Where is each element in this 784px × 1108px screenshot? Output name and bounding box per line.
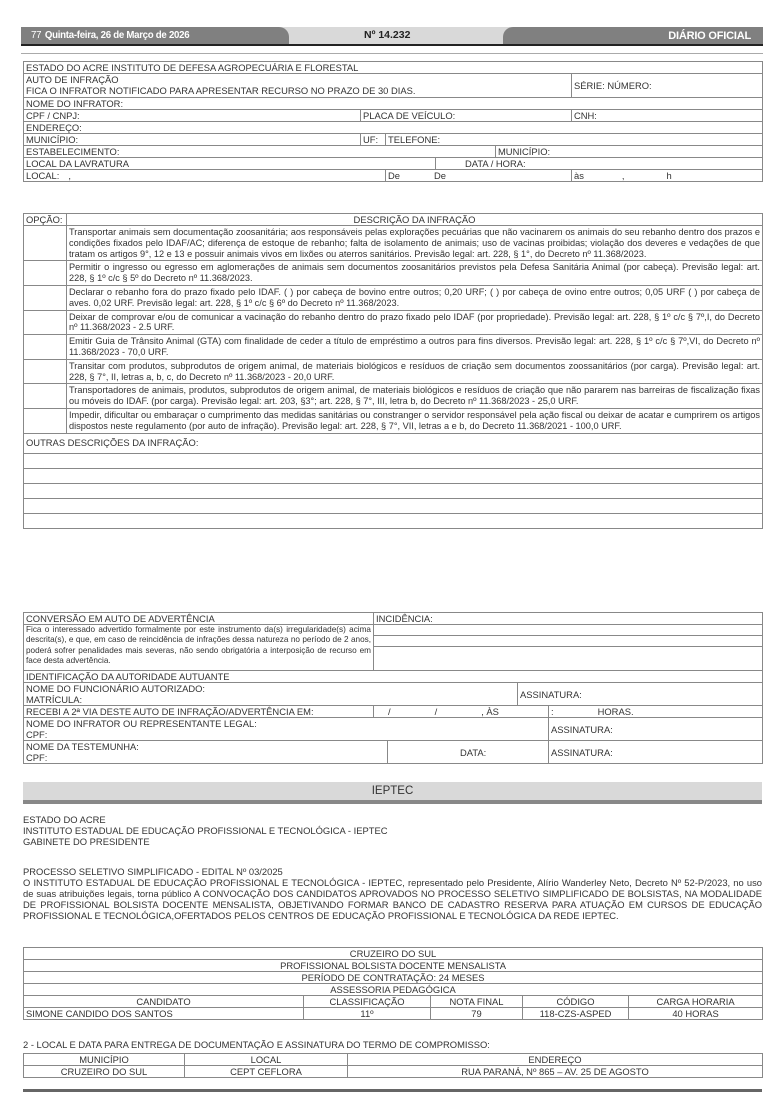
local-cell: CEPT CEFLORA <box>185 1066 348 1078</box>
nome-infrator-rep-label: NOME DO INFRATOR OU REPRESENTANTE LEGAL: <box>26 718 257 729</box>
incidencia-field[interactable]: INCIDÊNCIA: <box>374 613 763 625</box>
local-label: LOCAL: <box>26 170 60 181</box>
infracao-description: Impedir, dificultar ou embaraçar o cumprimento das medidas sanitárias ou constranger o servidor responsável pela ação fiscal ou deixar de acatar e cumprirem os artigos dispostos neste regulamento (por auto de infração). Previsão legal: art. 228, § 7°, VII, letras a e b, do Decreto 11.368/2021 - 100,0 URF. <box>67 408 763 433</box>
matricula-label: MATRÍCULA: <box>26 694 83 705</box>
telefone-field[interactable]: TELEFONE: <box>386 134 763 146</box>
cpf-infrator-label: CPF: <box>26 729 48 740</box>
date-slash-2: / <box>434 706 438 717</box>
classificacao-cell: 11º <box>304 1008 431 1020</box>
infracao-row <box>24 226 763 261</box>
outras-descricoes-line[interactable] <box>24 468 763 483</box>
date-slash-1: / <box>388 706 391 717</box>
infracao-description: Transportadores de animais, produtos, subprodutos de origem animal, de materiais biológicos e resíduos de criação que não pararem nas barreiras de fiscalização fixas ou móveis do IDAF. (por carga). Previsão legal: art. 203, §3°; art. 228, § 7°, III, letra b, do Decreto nº 11.368/2023 - 25,0 URF. <box>67 384 763 409</box>
date-range-field[interactable] <box>386 170 572 182</box>
data-testemunha-field[interactable]: DATA: <box>388 741 549 764</box>
nome-testemunha-label: NOME DA TESTEMUNHA: <box>26 741 139 752</box>
results-city: CRUZEIRO DO SUL <box>24 948 763 960</box>
ieptec-org-line: INSTITUTO ESTADUAL DE EDUCAÇÃO PROFISSIONAL E TECNOLÓGICA - IEPTEC <box>23 825 388 836</box>
publication-date: Quinta-feira, 26 de Março de 2026 <box>44 29 190 41</box>
infracao-option-checkbox[interactable] <box>24 408 67 433</box>
infracao-row <box>24 384 763 409</box>
outras-descricoes-line[interactable] <box>24 453 763 468</box>
auto-title: AUTO DE INFRAÇÃO <box>26 74 119 85</box>
infracao-description: Declarar o rebanho fora do prazo fixado pelo IDAF. ( ) por cabeça de bovino entre outros; 0,20 URF; ( ) por cabeça de ovino entre outros; 0,05 URF ( ) por cabeça de aves. 0,02 URF. Previsão legal: art. 228, § 1º c/c § 6º do Decreto nº 11.368/2023. <box>67 285 763 310</box>
assinatura-autoridade-field[interactable]: ASSINATURA: <box>518 683 763 706</box>
auto-title-cell <box>24 74 572 98</box>
results-area: ASSESSORIA PEDAGÓGICA <box>24 984 763 996</box>
section2-title: 2 - LOCAL E DATA PARA ENTREGA DE DOCUMENTAÇÃO E ASSINATURA DO TERMO DE COMPROMISSO: <box>23 1039 490 1050</box>
header-date <box>31 29 189 41</box>
incidencia-line[interactable] <box>374 625 763 636</box>
assinatura-testemunha-field[interactable]: ASSINATURA: <box>549 741 763 764</box>
ieptec-org-line: GABINETE DO PRESIDENTE <box>23 836 150 847</box>
codigo-cell: 118-CZS-ASPED <box>523 1008 629 1020</box>
processo-seletivo-block <box>23 866 762 921</box>
results-header-row <box>24 996 763 1008</box>
infrator-representante-field[interactable] <box>24 718 549 741</box>
incidencia-line[interactable] <box>374 636 763 647</box>
infracao-option-checkbox[interactable] <box>24 310 67 335</box>
incidencia-line[interactable] <box>374 647 763 671</box>
table-row <box>24 1008 763 1020</box>
header-divider-thin <box>21 53 763 54</box>
infracao-option-checkbox[interactable] <box>24 335 67 360</box>
serie-numero-field[interactable]: SÉRIE: NÚMERO: <box>572 74 763 98</box>
recebi-date-field[interactable] <box>374 706 549 718</box>
local-field[interactable] <box>24 170 386 182</box>
col-endereco: ENDEREÇO <box>348 1054 763 1066</box>
page-number: 77 <box>31 29 42 41</box>
auto-notice: FICA O INFRATOR NOTIFICADO PARA APRESENTAR RECURSO NO PRAZO DE 30 DIAS. <box>26 85 416 96</box>
header-divider <box>21 44 763 46</box>
infracao-description: Deixar de comprovar e/ou de comunicar a vacinação do rebanho dentro do prazo fixado pelo IDAF (por propriedade). Previsão legal: art. 228, § 1º c/c § 7º,I, do Decreto nº 11.368/2023 - 2.5 URF. <box>67 310 763 335</box>
convocacao-results-table <box>23 947 763 1020</box>
table-row <box>24 1066 763 1078</box>
local-lavratura-label: LOCAL DA LAVRATURA <box>24 158 436 170</box>
ieptec-banner-underline <box>23 800 762 804</box>
infracao-row <box>24 359 763 384</box>
assinatura-infrator-field[interactable]: ASSINATURA: <box>549 718 763 741</box>
infracao-description: Transitar com produtos, subprodutos de origem animal, de materiais biológicos e resíduos de criação sem documentos zoossanitários (por carga). Previsão legal: art. 228, § 7°, II, letras a, b, c, do Decreto nº 11.368/2023 - 20,0 URF. <box>67 359 763 384</box>
ieptec-section-banner: IEPTEC <box>23 782 762 800</box>
data-hora-field[interactable]: DATA / HORA: <box>436 158 763 170</box>
outras-descricoes-line[interactable] <box>24 498 763 513</box>
uf-field[interactable]: UF: <box>361 134 386 146</box>
org-title: ESTADO DO ACRE INSTITUTO DE DEFESA AGROPECUÁRIA E FLORESTAL <box>24 62 763 74</box>
infracao-row <box>24 261 763 286</box>
advertencia-table <box>23 612 763 764</box>
col-codigo: CÓDIGO <box>523 996 629 1008</box>
infracoes-table <box>23 213 763 529</box>
carga-horaria-cell: 40 HORAS <box>629 1008 763 1020</box>
nota-final-cell: 79 <box>431 1008 523 1020</box>
col-carga-horaria: CARGA HORARIA <box>629 996 763 1008</box>
local-comma: , <box>68 170 71 181</box>
as-label: às <box>574 170 584 181</box>
estabelecimento-municipio-field[interactable]: MUNICÍPIO: <box>496 146 763 158</box>
col-descricao-header: DESCRIÇÃO DA INFRAÇÃO <box>67 214 763 226</box>
endereco-field[interactable]: ENDEREÇO: <box>24 122 763 134</box>
nome-funcionario-label: NOME DO FUNCIONÁRIO AUTORIZADO: <box>26 683 206 694</box>
estabelecimento-field[interactable]: ESTABELECIMENTO: <box>24 146 496 158</box>
ieptec-org-line: ESTADO DO ACRE <box>23 814 106 825</box>
issue-number: Nº 14.232 <box>364 29 411 41</box>
testemunha-field[interactable] <box>24 741 388 764</box>
advertencia-title: CONVERSÃO EM AUTO DE ADVERTÊNCIA <box>24 613 374 625</box>
funcionario-field[interactable] <box>24 683 518 706</box>
publication-title: DIÁRIO OFICIAL <box>668 30 751 42</box>
infracao-option-checkbox[interactable] <box>24 226 67 261</box>
location-header-row <box>24 1054 763 1066</box>
infracao-row <box>24 310 763 335</box>
as-time-label: , ÀS <box>481 706 499 717</box>
col-candidato: CANDIDATO <box>24 996 304 1008</box>
endereco-cell: RUA PARANÁ, Nº 865 – AV. 25 DE AGOSTO <box>348 1066 763 1078</box>
outras-descricoes-line[interactable] <box>24 513 763 528</box>
identificacao-autoridade-label: IDENTIFICAÇÃO DA AUTORIDADE AUTUANTE <box>24 671 763 683</box>
infracao-option-checkbox[interactable] <box>24 285 67 310</box>
candidato-cell: SIMONE CANDIDO DOS SANTOS <box>24 1008 304 1020</box>
infracao-row <box>24 408 763 433</box>
cpf-cnpj-field[interactable]: CPF / CNPJ: <box>24 110 361 122</box>
horas-label: HORAS. <box>597 706 634 717</box>
time-comma: , <box>621 170 625 181</box>
results-modality: PROFISSIONAL BOLSISTA DOCENTE MENSALISTA <box>24 960 763 972</box>
infracao-description: Transportar animais sem documentação zoosanitária; aos responsáveis pelas explorações pecuárias que não vacinarem os animais do seu rebanho dentro dos prazos e condições fixados pelo IDAF/AC; diferença de estoque de rebanho; falta de isolamento de animais; uso de vacinas proibidas; violação dos deveres e vedações de que tratam os artigos 9°, 12 e 13 e possuir animais vivos em lixões ou aterros sanitários. Previsão legal: art. 228, § 1°, do Decreto nº 11.368/2023. <box>67 226 763 261</box>
page-header <box>21 27 763 44</box>
ieptec-org-header <box>23 814 762 847</box>
infracao-row <box>24 285 763 310</box>
col-local: LOCAL <box>185 1054 348 1066</box>
outras-descricoes-line[interactable] <box>24 483 763 498</box>
infracao-row <box>24 335 763 360</box>
infracao-description: Emitir Guia de Trânsito Animal (GTA) com finalidade de ceder a título de empréstimo a outros para fins diversos. Previsão legal: art. 228, § 1º c/c § 7º,VI, do Decreto nº 11.368/2023 - 70,0 URF. <box>67 335 763 360</box>
results-period: PERÍODO DE CONTRATAÇÃO: 24 MESES <box>24 972 763 984</box>
cpf-testemunha-label: CPF: <box>26 752 48 763</box>
de-label-2: De <box>433 170 446 181</box>
cnh-field[interactable]: CNH: <box>572 110 763 122</box>
advertencia-text: Fica o interessado advertido formalmente por este instrumento da(s) irregularidade(s) acima descrita(s), e que, em caso de reincidência de infrações dessa natureza no período de 2 anos, poderá sofrer penalidades mais severas, não sendo obrigatória a interposição de recurso em face desta advertência. <box>24 625 374 671</box>
col-opcao-header: OPÇÃO: <box>24 214 67 226</box>
outras-descricoes-label: OUTRAS DESCRIÇÕES DA INFRAÇÃO: <box>24 433 763 453</box>
time-colon: : <box>551 706 554 717</box>
col-municipio: MUNICÍPIO <box>24 1054 185 1066</box>
placa-veiculo-field[interactable]: PLACA DE VEÍCULO: <box>361 110 572 122</box>
de-label-1: De <box>388 170 400 181</box>
infracao-option-checkbox[interactable] <box>24 359 67 384</box>
municipio-cell: CRUZEIRO DO SUL <box>24 1066 185 1078</box>
processo-paragraph: O INSTITUTO ESTADUAL DE EDUCAÇÃO PROFISSIONAL E TECNOLÓGICA - IEPTEC, representado pelo Presidente, Alírio Wanderley Neto, Decreto Nº 52-P/2023, no uso de suas atribuições legais, torna público A CONVOCAÇÃO DOS CANDIDATOS APROVADOS NO PROCESSO SELETIVO SIMPLIFICADO DE BOLSISTAS, NA MODALIDADE DE PROFISSIONAL BOLSISTA DOCENTE MENSALISTA, OBJETIVANDO FORMAR BANCO DE CADASTRO RESERVA PARA ATUAÇÃO EM CURSOS DE EDUCAÇÃO PROFISSIONAL E TECNOLÓGICA,OFERTADOS PELOS CENTROS DE EDUCAÇÃO PROFISSIONAL E TECNOLÓGICA DA REDE IEPTEC. <box>23 877 762 921</box>
hour-label: h <box>666 170 672 181</box>
col-classificacao: CLASSIFICAÇÃO <box>304 996 431 1008</box>
nome-infrator-field[interactable]: NOME DO INFRATOR: <box>24 98 763 110</box>
col-nota-final: NOTA FINAL <box>431 996 523 1008</box>
municipio-field[interactable]: MUNICÍPIO: <box>24 134 361 146</box>
infracao-option-checkbox[interactable] <box>24 384 67 409</box>
recebi-label: RECEBI A 2ª VIA DESTE AUTO DE INFRAÇÃO/ADVERTÊNCIA EM: <box>24 706 374 718</box>
auto-infracao-identification-table <box>23 61 763 182</box>
time-field[interactable] <box>572 170 763 182</box>
footer-divider <box>23 1089 762 1092</box>
processo-title: PROCESSO SELETIVO SIMPLIFICADO - EDITAL Nº 03/2025 <box>23 866 283 877</box>
recebi-time-field[interactable] <box>549 706 763 718</box>
infracao-description: Permitir o ingresso ou egresso em aglomerações de animais sem documentos zoosanitários previstos pela Defesa Sanitária Animal (por cabeça). Previsão legal: art. 228, § 1º c/c § 5º do Decreto nº 11.368/2023. <box>67 261 763 286</box>
entrega-location-table <box>23 1053 763 1078</box>
infracao-option-checkbox[interactable] <box>24 261 67 286</box>
